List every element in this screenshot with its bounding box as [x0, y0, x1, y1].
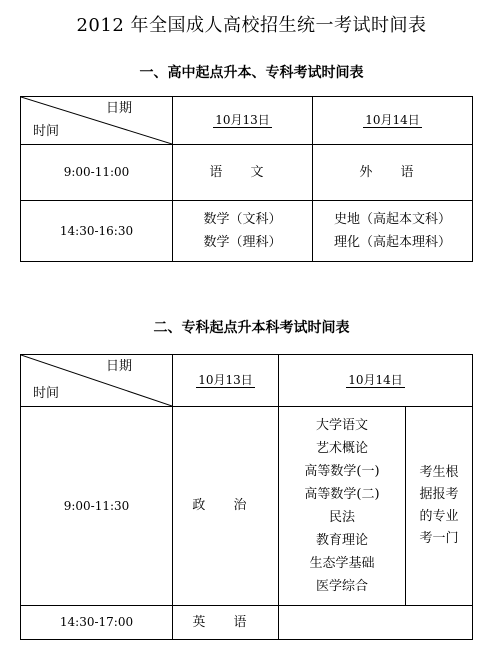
subject-line: 数学（理科） — [203, 235, 282, 250]
subject-cell: 语 文 — [173, 145, 313, 201]
date-day1-text: 10月13日 — [215, 112, 270, 127]
date-header-day1 — [173, 97, 313, 145]
note-cell — [406, 407, 473, 606]
subject-line: 高等数学(二) — [304, 487, 380, 502]
subject-line: 民法 — [328, 510, 355, 525]
exam-schedule-table-1 — [20, 96, 473, 262]
subject-cell: 政 治 — [173, 407, 279, 606]
date-day2-text: 10月14日 — [365, 112, 420, 127]
note-line: 的专业 — [419, 509, 459, 524]
note-line: 考一门 — [419, 531, 459, 546]
time-slot-cell: 14:30-16:30 — [21, 201, 173, 262]
subject-line: 数学（文科） — [203, 212, 282, 227]
date-header-day2 — [313, 97, 473, 145]
subject-line: 理化（高起本理科） — [333, 235, 451, 250]
date-day1-text: 10月13日 — [198, 372, 253, 387]
subject-line: 教育理论 — [315, 533, 368, 548]
time-slot-cell: 9:00-11:00 — [21, 145, 173, 201]
subject-line: 高等数学(一) — [304, 464, 380, 479]
header-corner-cell — [21, 355, 173, 407]
date-header-day1 — [173, 355, 279, 407]
section1-title: 一、高中起点升本、专科考试时间表 — [139, 65, 364, 81]
empty-cell — [279, 606, 473, 640]
time-slot-cell: 9:00-11:30 — [21, 407, 173, 606]
page-title: 2012 年全国成人高校招生统一考试时间表 — [76, 15, 427, 36]
time-axis-label: 时间 — [33, 386, 60, 402]
time-slot-cell: 14:30-17:00 — [21, 606, 173, 640]
subject-line: 医学综合 — [315, 579, 368, 594]
exam-schedule-table-2 — [20, 354, 473, 640]
subject-cell: 外 语 — [313, 145, 473, 201]
subject-line: 大学语文 — [315, 418, 368, 433]
subject-list-cell — [279, 407, 406, 606]
time-axis-label: 时间 — [33, 124, 60, 140]
date-axis-label: 日期 — [105, 101, 132, 116]
subject-cell — [313, 201, 473, 262]
subject-cell: 英 语 — [173, 606, 279, 640]
date-header-day2 — [279, 355, 473, 407]
subject-line: 艺术概论 — [315, 441, 368, 456]
date-axis-label: 日期 — [105, 359, 132, 374]
header-corner-cell — [21, 97, 173, 145]
subject-line: 生态学基础 — [309, 556, 375, 571]
note-line: 考生根 — [419, 465, 459, 480]
subject-cell — [173, 201, 313, 262]
date-day2-text: 10月14日 — [348, 372, 403, 387]
section2-title: 二、专科起点升本科考试时间表 — [153, 320, 350, 336]
note-line: 据报考 — [419, 487, 459, 502]
subject-line: 史地（高起本文科） — [333, 212, 451, 227]
